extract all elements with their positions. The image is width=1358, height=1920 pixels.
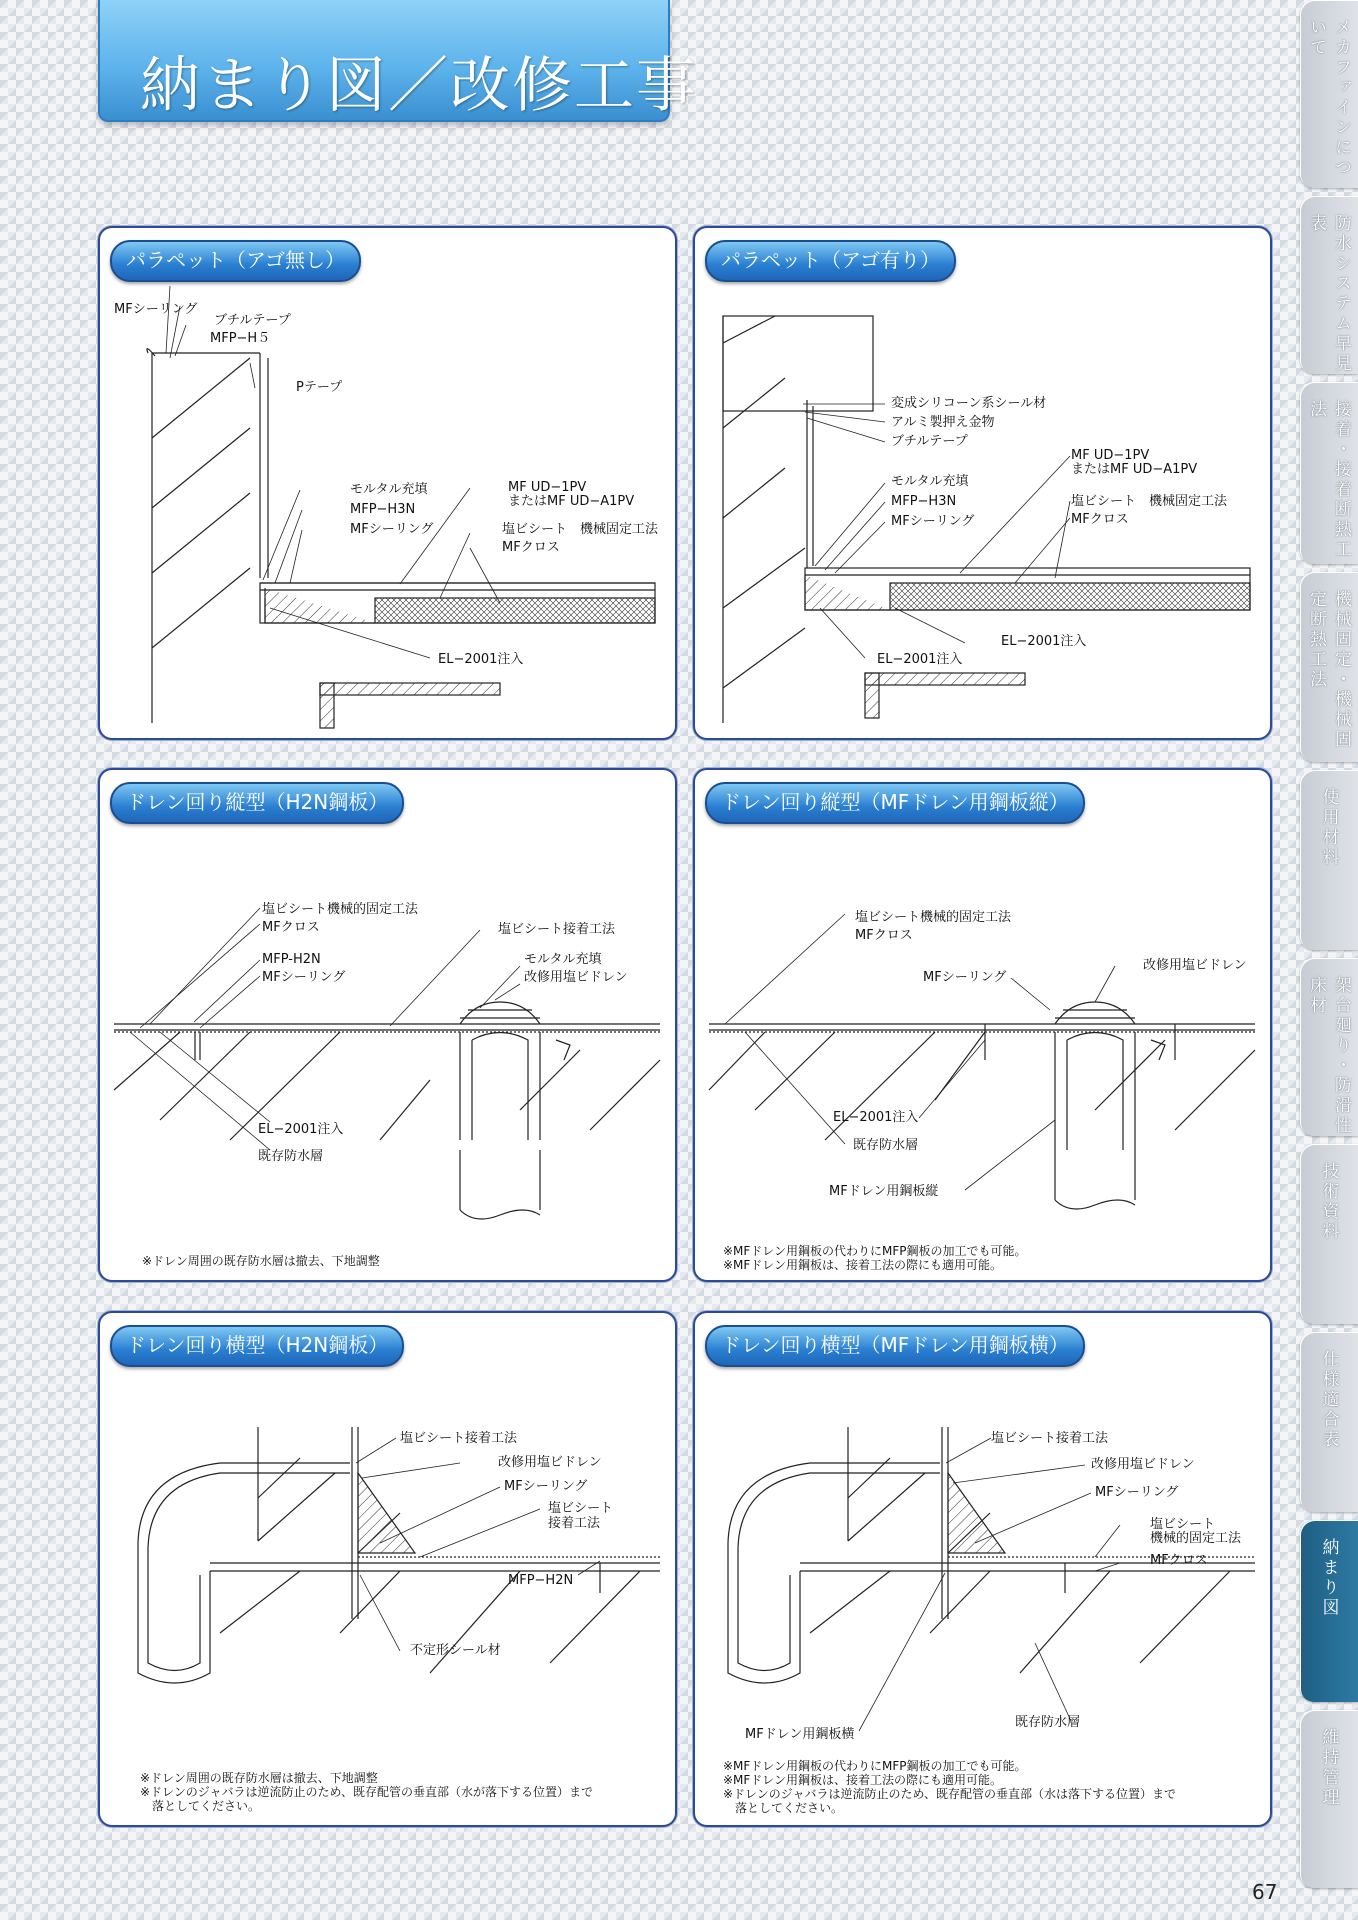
side-tab-frames[interactable] bbox=[1300, 958, 1358, 1136]
label: ブチルテープ bbox=[891, 434, 968, 449]
panel-title: パラペット（アゴ無し） bbox=[110, 240, 361, 282]
panel-drain-vertical-h2n bbox=[98, 768, 677, 1282]
note: ※ドレンのジャバラは逆流防止のため、既存配管の垂直部（水は落下する位置）まで bbox=[723, 1787, 1177, 1801]
label: 接着工法 bbox=[548, 1516, 601, 1531]
label: MFシーリング bbox=[891, 514, 975, 529]
note: 落としてください。 bbox=[140, 1799, 261, 1813]
panel-drain-horizontal-h2n bbox=[98, 1311, 677, 1827]
label: 塩ビシート bbox=[548, 1501, 614, 1516]
label: MFシーリング bbox=[1095, 1485, 1179, 1500]
diagram-drain-horizontal-mf bbox=[695, 1313, 1270, 1825]
label: 改修用塩ビドレン bbox=[524, 970, 628, 985]
label: 既存防水層 bbox=[258, 1149, 324, 1164]
note: ※MFドレン用鋼板の代わりにMFP鋼板の加工でも可能。 bbox=[723, 1244, 1027, 1258]
label: 不定形シール材 bbox=[410, 1643, 501, 1658]
label: 塩ビシート bbox=[1150, 1517, 1216, 1532]
panel-drain-vertical-mf bbox=[693, 768, 1272, 1282]
label: MFクロス bbox=[1150, 1553, 1208, 1568]
side-tab-maintenance[interactable] bbox=[1300, 1710, 1358, 1888]
label: EL−2001注入 bbox=[877, 652, 963, 667]
label: 塩ビシート機械的固定工法 bbox=[855, 910, 1012, 925]
page-title: 納まり図／改修工事 bbox=[140, 51, 698, 121]
label: 塩ビシート 機械固定工法 bbox=[1071, 494, 1228, 509]
side-tab-mechanical[interactable] bbox=[1300, 572, 1358, 762]
label: MFクロス bbox=[502, 540, 560, 555]
label: 改修用塩ビドレン bbox=[1143, 958, 1247, 973]
label: MFクロス bbox=[1071, 512, 1129, 527]
side-tab-label: 使用材料 bbox=[1318, 788, 1339, 868]
label: 塩ビシート接着工法 bbox=[991, 1431, 1109, 1446]
note: ※ドレン周囲の既存防水層は撤去、下地調整 bbox=[140, 1771, 378, 1785]
label: 変成シリコーン系シール材 bbox=[891, 396, 1047, 411]
label: MFシーリング bbox=[262, 970, 346, 985]
side-tab-label: 技術資料 bbox=[1318, 1162, 1339, 1242]
label: MFP-H2N bbox=[262, 952, 321, 967]
side-tab-label: 機械固定・機械固定断熱工法 bbox=[1306, 590, 1351, 750]
label: EL−2001注入 bbox=[258, 1122, 344, 1137]
panel-title: ドレン回り縦型（MFドレン用鋼板縦） bbox=[705, 782, 1085, 824]
label: 塩ビシート 機械固定工法 bbox=[502, 522, 659, 537]
side-tab-label: 納まり図 bbox=[1318, 1538, 1339, 1618]
label: 塩ビシート接着工法 bbox=[400, 1431, 518, 1446]
side-tab-label: 接着・接着断熱工法 bbox=[1306, 400, 1351, 560]
diagram-drain-vertical-mf bbox=[695, 770, 1270, 1280]
label: MFP−H3N bbox=[891, 494, 957, 509]
label: またはMF UD−A1PV bbox=[508, 494, 635, 509]
panel-parapet-no-ago bbox=[98, 226, 677, 740]
label: ブチルテープ bbox=[214, 313, 291, 328]
side-tab-label: 維持管理 bbox=[1318, 1728, 1339, 1808]
panel-drain-horizontal-mf bbox=[693, 1311, 1272, 1827]
label: MFドレン用鋼板縦 bbox=[829, 1184, 939, 1199]
diagram-drain-horizontal-h2n bbox=[100, 1313, 675, 1825]
side-tab-details[interactable] bbox=[1300, 1520, 1358, 1702]
side-tab-label: 仕様適合表 bbox=[1318, 1350, 1339, 1450]
side-tab-system-overview[interactable] bbox=[1300, 196, 1358, 374]
side-tab-materials[interactable] bbox=[1300, 770, 1358, 950]
note: 落としてください。 bbox=[723, 1801, 844, 1815]
label: 塩ビシート機械的固定工法 bbox=[262, 902, 419, 917]
side-tab-technical[interactable] bbox=[1300, 1144, 1358, 1324]
side-tab-adhesive[interactable] bbox=[1300, 382, 1358, 564]
label: モルタル充填 bbox=[524, 952, 602, 967]
note: ※MFドレン用鋼板は、接着工法の際にも適用可能。 bbox=[723, 1773, 1003, 1787]
label: MFシーリング bbox=[504, 1479, 588, 1494]
label: MF UD−1PV bbox=[1071, 448, 1150, 463]
label: EL−2001注入 bbox=[833, 1110, 919, 1125]
label: MFP−H５ bbox=[210, 331, 271, 346]
label: 塩ビシート接着工法 bbox=[498, 922, 616, 937]
label: MF UD−1PV bbox=[508, 480, 587, 495]
label: EL−2001注入 bbox=[1001, 634, 1087, 649]
label: MFP−H2N bbox=[508, 1573, 574, 1588]
label: EL−2001注入 bbox=[438, 652, 524, 667]
panel-title: ドレン回り横型（MFドレン用鋼板横） bbox=[705, 1325, 1085, 1367]
label: 機械的固定工法 bbox=[1150, 1531, 1242, 1546]
note: ※ドレンのジャバラは逆流防止のため、既存配管の垂直部（水が落下する位置）まで bbox=[140, 1785, 594, 1799]
note: ※ドレン周囲の既存防水層は撤去、下地調整 bbox=[142, 1254, 380, 1268]
label: MFクロス bbox=[262, 920, 320, 935]
label: MFP−H3N bbox=[350, 502, 416, 517]
label: MFドレン用鋼板横 bbox=[745, 1727, 855, 1742]
side-tab-spec-table[interactable] bbox=[1300, 1332, 1358, 1512]
label: MFクロス bbox=[855, 928, 913, 943]
side-tab-label: メカファインについて bbox=[1306, 18, 1351, 178]
panel-title: ドレン回り横型（H2N鋼板） bbox=[110, 1325, 404, 1367]
label: 改修用塩ビドレン bbox=[498, 1455, 602, 1470]
label: Pテープ bbox=[296, 380, 343, 395]
label: アルミ製押え金物 bbox=[891, 415, 995, 430]
panel-title: ドレン回り縦型（H2N鋼板） bbox=[110, 782, 404, 824]
label: モルタル充填 bbox=[891, 474, 969, 489]
side-tab-label: 架台廻り・防滑性床材 bbox=[1306, 976, 1351, 1136]
diagram-drain-vertical-h2n bbox=[100, 770, 675, 1280]
label: 改修用塩ビドレン bbox=[1091, 1457, 1195, 1472]
label: MFシーリング bbox=[114, 302, 198, 317]
label: 既存防水層 bbox=[853, 1138, 919, 1153]
diagram-parapet-with-ago bbox=[695, 228, 1270, 738]
side-tab-about[interactable] bbox=[1300, 0, 1358, 188]
label: 既存防水層 bbox=[1015, 1715, 1081, 1730]
note: ※MFドレン用鋼板は、接着工法の際にも適用可能。 bbox=[723, 1258, 1003, 1272]
panel-title: パラペット（アゴ有り） bbox=[705, 240, 956, 282]
side-tab-label: 防水システム早見表 bbox=[1306, 214, 1351, 374]
panel-parapet-with-ago bbox=[693, 226, 1272, 740]
note: ※MFドレン用鋼板の代わりにMFP鋼板の加工でも可能。 bbox=[723, 1759, 1027, 1773]
label: またはMF UD−A1PV bbox=[1071, 462, 1198, 477]
page-number: 67 bbox=[1252, 1880, 1278, 1904]
label: モルタル充填 bbox=[350, 482, 428, 497]
label: MFシーリング bbox=[923, 970, 1007, 985]
label: MFシーリング bbox=[350, 522, 434, 537]
